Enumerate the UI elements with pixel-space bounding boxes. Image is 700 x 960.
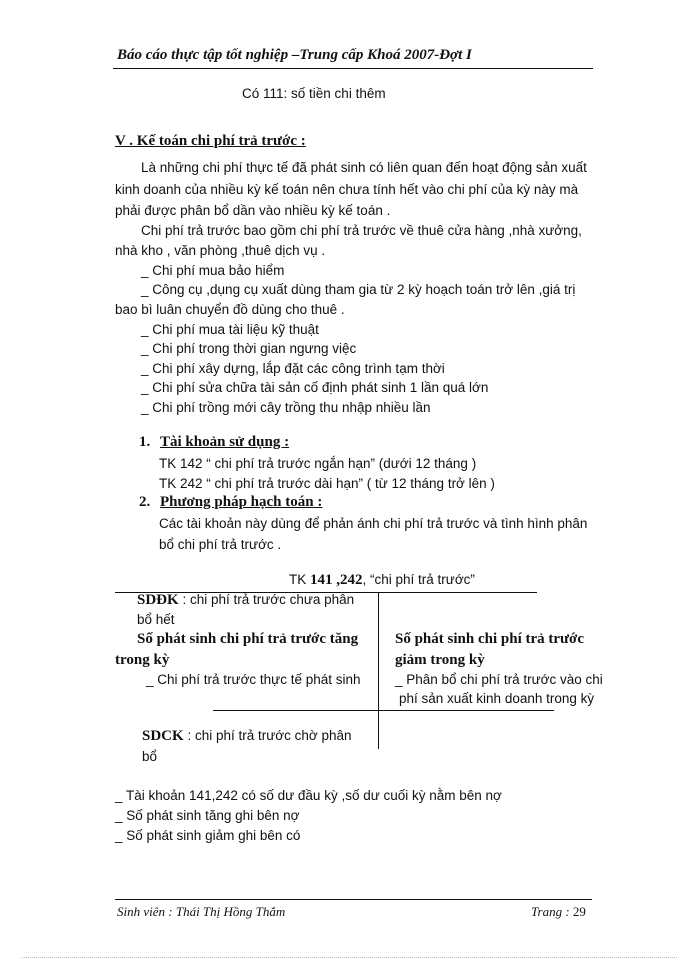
increase-item: _ Chi phí trả trước thực tế phát sinh xyxy=(146,672,361,687)
paragraph-line: _ Chi phí trồng mới cây trồng thu nhập nhiều lần xyxy=(141,400,431,415)
decrease-item: _ Phân bổ chi phí trả trước vào chi xyxy=(395,672,603,687)
footer-rule xyxy=(115,899,592,900)
footer-page-number: 29 xyxy=(572,904,586,919)
note-line: _ Tài khoản 141,242 có số dư đầu kỳ ,số dư cuối kỳ nằm bên nợ xyxy=(115,788,502,803)
decrease-heading-cont: giảm trong kỳ xyxy=(395,652,485,668)
footer-page-label: Trang : xyxy=(531,904,570,919)
t-account-code: 141 ,242 xyxy=(310,572,363,588)
footer-page xyxy=(531,904,586,920)
sddk-line xyxy=(137,592,354,609)
sub1-title: Tài khoản sử dụng : xyxy=(160,434,290,450)
increase-heading-cont: trong kỳ xyxy=(115,652,170,668)
t-account-title xyxy=(289,572,475,589)
sub1-number: 1. xyxy=(139,434,151,450)
paragraph-line: _ Công cụ ,dụng cụ xuất dùng tham gia từ 2 kỳ hoạch toán trở lên ,giá trị xyxy=(141,282,576,297)
paragraph-line: kinh doanh của nhiều kỳ kế toán nên chưa tính hết vào chi phí của kỳ này mà xyxy=(115,182,579,197)
intro-line: Có 111: số tiền chi thêm xyxy=(242,86,386,101)
sdck-text-cont: bổ xyxy=(142,749,158,764)
header-title: Báo cáo thực tập tốt nghiệp –Trung cấp Khoá 2007-Đợt I xyxy=(117,47,472,63)
paragraph-line: bao bì luân chuyển đồ dùng cho thuê . xyxy=(115,302,345,317)
sub1-line: TK 242 “ chi phí trả trước dài hạn” ( từ 12 tháng trở lên ) xyxy=(159,476,495,491)
paragraph-line: nhà kho , văn phòng ,thuê dịch vụ . xyxy=(115,243,326,258)
paragraph-line: _ Chi phí mua tài liệu kỹ thuật xyxy=(141,322,319,337)
page-bottom-border xyxy=(22,957,677,958)
paragraph-line: Là những chi phí thực tế đã phát sinh có liên quan đến hoạt động sản xuất xyxy=(141,160,587,175)
sddk-text-cont: bổ hết xyxy=(137,612,175,627)
sddk-label: SDĐK xyxy=(137,592,179,608)
sub2-line: Các tài khoản này dùng để phản ánh chi phí trả trước và tình hình phân xyxy=(159,516,588,531)
paragraph-line: _ Chi phí xây dựng, lắp đặt các công trình tạm thời xyxy=(141,361,445,376)
increase-heading: Số phát sinh chi phí trả trước tăng xyxy=(137,631,359,647)
sdck-label: SDCK xyxy=(142,728,184,744)
sub2-line: bổ chi phí trả trước . xyxy=(159,537,282,552)
sdck-line xyxy=(142,728,352,745)
decrease-item-cont: phí sản xuất kinh doanh trong kỳ xyxy=(399,691,595,706)
paragraph-line: _ Chi phí sửa chữa tài sản cố định phát sinh 1 lần quá lớn xyxy=(141,380,489,395)
paragraph-line: Chi phí trả trước bao gồm chi phí trả trước về thuê cửa hàng ,nhà xưởng, xyxy=(141,223,582,238)
sub2-number: 2. xyxy=(139,494,151,510)
t-account-divider xyxy=(378,592,379,749)
note-line: _ Số phát sinh tăng ghi bên nợ xyxy=(115,808,300,823)
t-account-balance-rule xyxy=(213,710,554,711)
footer-student: Sinh viên : Thái Thị Hồng Thắm xyxy=(117,904,286,919)
paragraph-line: phải được phân bổ dần vào nhiều kỳ kế toán . xyxy=(115,203,391,218)
sddk-text: : chi phí trả trước chưa phân xyxy=(178,592,355,607)
t-account-title-prefix: TK xyxy=(289,572,311,587)
t-account-title-suffix: , “chi phí trả trước” xyxy=(362,572,475,587)
paragraph-line: _ Chi phí trong thời gian ngưng việc xyxy=(141,341,357,356)
note-line: _ Số phát sinh giảm ghi bên có xyxy=(115,828,301,843)
sub1-line: TK 142 “ chi phí trả trước ngắn hạn” (dưới 12 tháng ) xyxy=(159,456,477,471)
sdck-text: : chi phí trả trước chờ phân xyxy=(183,728,352,743)
decrease-heading: Số phát sinh chi phí trả trước xyxy=(395,631,585,647)
paragraph-line: _ Chi phí mua bảo hiểm xyxy=(141,263,285,278)
sub2-title: Phương pháp hạch toán : xyxy=(160,494,323,510)
section-heading: V . Kế toán chi phí trả trước : xyxy=(115,133,306,149)
header-rule xyxy=(113,68,593,69)
